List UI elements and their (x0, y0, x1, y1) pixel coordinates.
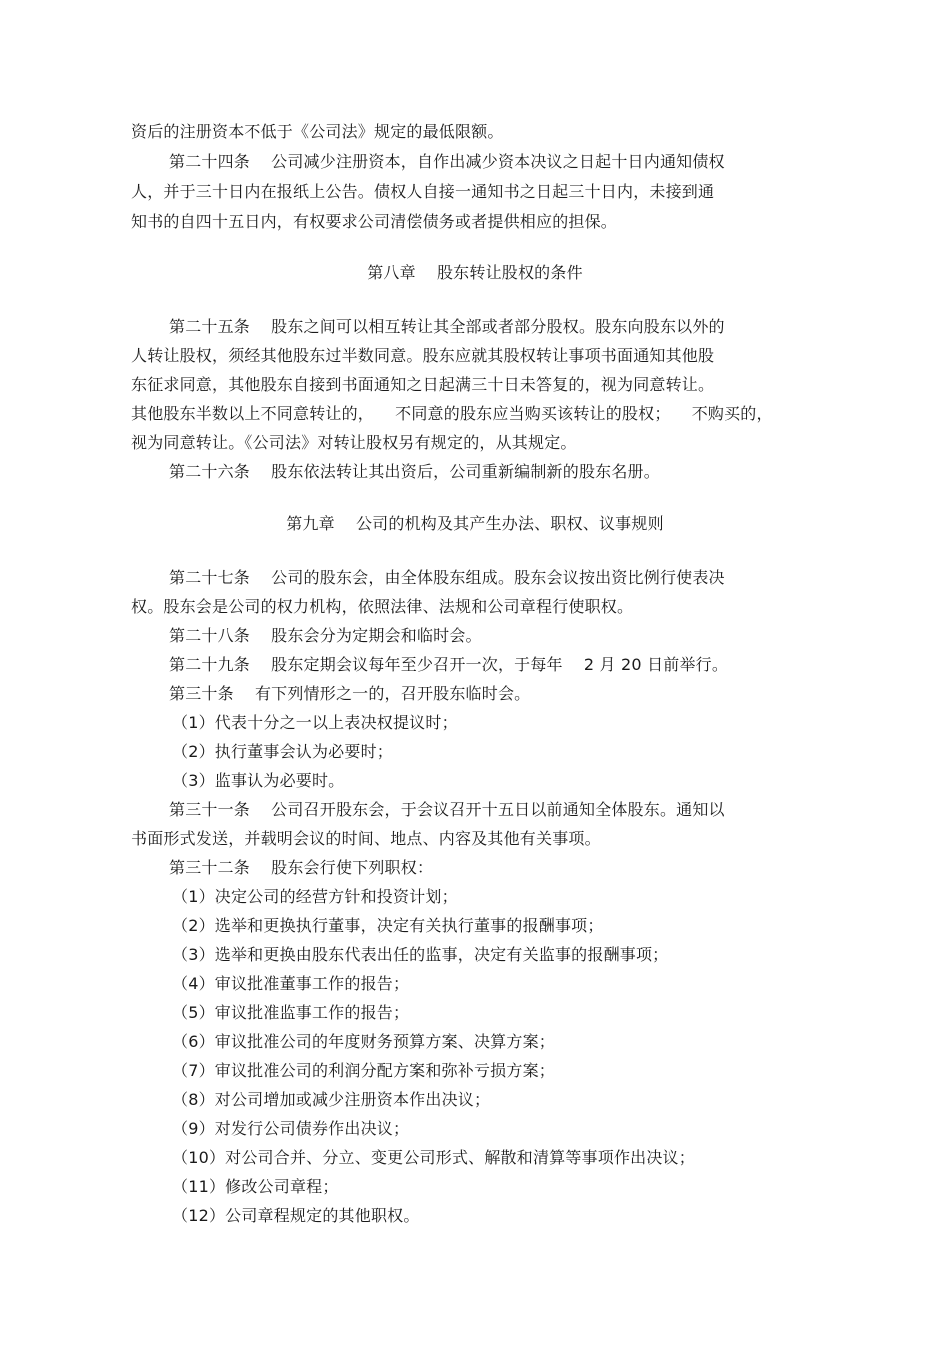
list-item: （6）审议批准公司的年度财务预算方案、决算方案； (172, 1032, 555, 1051)
text-line: 东征求同意，其他股东自接到书面通知之日起满三十日未答复的，视为同意转让。 (131, 375, 715, 394)
list-item: （12）公司章程规定的其他职权。 (172, 1206, 420, 1225)
article-29-line: 第二十九条 股东定期会议每年至少召开一次，于每年 2 月 20 日前举行。 (169, 655, 729, 674)
article-26-line: 第二十六条 股东依法转让其出资后，公司重新编制新的股东名册。 (169, 462, 660, 481)
article-28-line: 第二十八条 股东会分为定期会和临时会。 (169, 626, 482, 645)
list-item: （3）监事认为必要时。 (172, 771, 345, 790)
list-item: （10）对公司合并、分立、变更公司形式、解散和清算等事项作出决议； (172, 1148, 695, 1167)
text-line: 资后的注册资本不低于《公司法》规定的最低限额。 (131, 122, 504, 141)
chapter-8-heading: 第八章 股东转让股权的条件 (367, 263, 583, 282)
article-24-line: 第二十四条 公司减少注册资本，自作出减少资本决议之日起十日内通知债权 (169, 152, 725, 171)
text-line: 视为同意转让。《公司法》对转让股权另有规定的，从其规定。 (131, 433, 577, 452)
text-line: 知书的自四十五日内，有权要求公司清偿债务或者提供相应的担保。 (131, 212, 618, 231)
text-line: 人，并于三十日内在报纸上公告。债权人自接一通知书之日起三十日内，未接到通 (131, 182, 715, 201)
chapter-9-heading: 第九章 公司的机构及其产生办法、职权、议事规则 (286, 514, 664, 533)
text-line: 人转让股权，须经其他股东过半数同意。股东应就其股权转让事项书面通知其他股 (131, 346, 715, 365)
list-item: （4）审议批准董事工作的报告； (172, 974, 410, 993)
list-item: （1）决定公司的经营方针和投资计划； (172, 887, 458, 906)
article-30-line: 第三十条 有下列情形之一的，召开股东临时会。 (169, 684, 531, 703)
list-item: （3）选举和更换由股东代表出任的监事，决定有关监事的报酬事项； (172, 945, 669, 964)
list-item: （5）审议批准监事工作的报告； (172, 1003, 410, 1022)
article-27-line: 第二十七条 公司的股东会，由全体股东组成。股东会议按出资比例行使表决 (169, 568, 725, 587)
list-item: （9）对发行公司债券作出决议； (172, 1119, 410, 1138)
list-item: （8）对公司增加或减少注册资本作出决议； (172, 1090, 491, 1109)
list-item: （1）代表十分之一以上表决权提议时； (172, 713, 458, 732)
text-line: 书面形式发送，并载明会议的时间、地点、内容及其他有关事项。 (131, 829, 601, 848)
text-line: 其他股东半数以上不同意转让的， 不同意的股东应当购买该转让的股权； 不购买的， (131, 404, 773, 423)
article-31-line: 第三十一条 公司召开股东会，于会议召开十五日以前通知全体股东。通知以 (169, 800, 725, 819)
list-item: （2）选举和更换执行董事，决定有关执行董事的报酬事项； (172, 916, 604, 935)
list-item: （11）修改公司章程； (172, 1177, 339, 1196)
text-line: 权。股东会是公司的权力机构，依照法律、法规和公司章程行使职权。 (131, 597, 634, 616)
list-item: （2）执行董事会认为必要时； (172, 742, 393, 761)
article-32-line: 第三十二条 股东会行使下列职权： (169, 858, 434, 877)
list-item: （7）审议批准公司的利润分配方案和弥补亏损方案； (172, 1061, 555, 1080)
article-25-line: 第二十五条 股东之间可以相互转让其全部或者部分股权。股东向股东以外的 (169, 317, 725, 336)
